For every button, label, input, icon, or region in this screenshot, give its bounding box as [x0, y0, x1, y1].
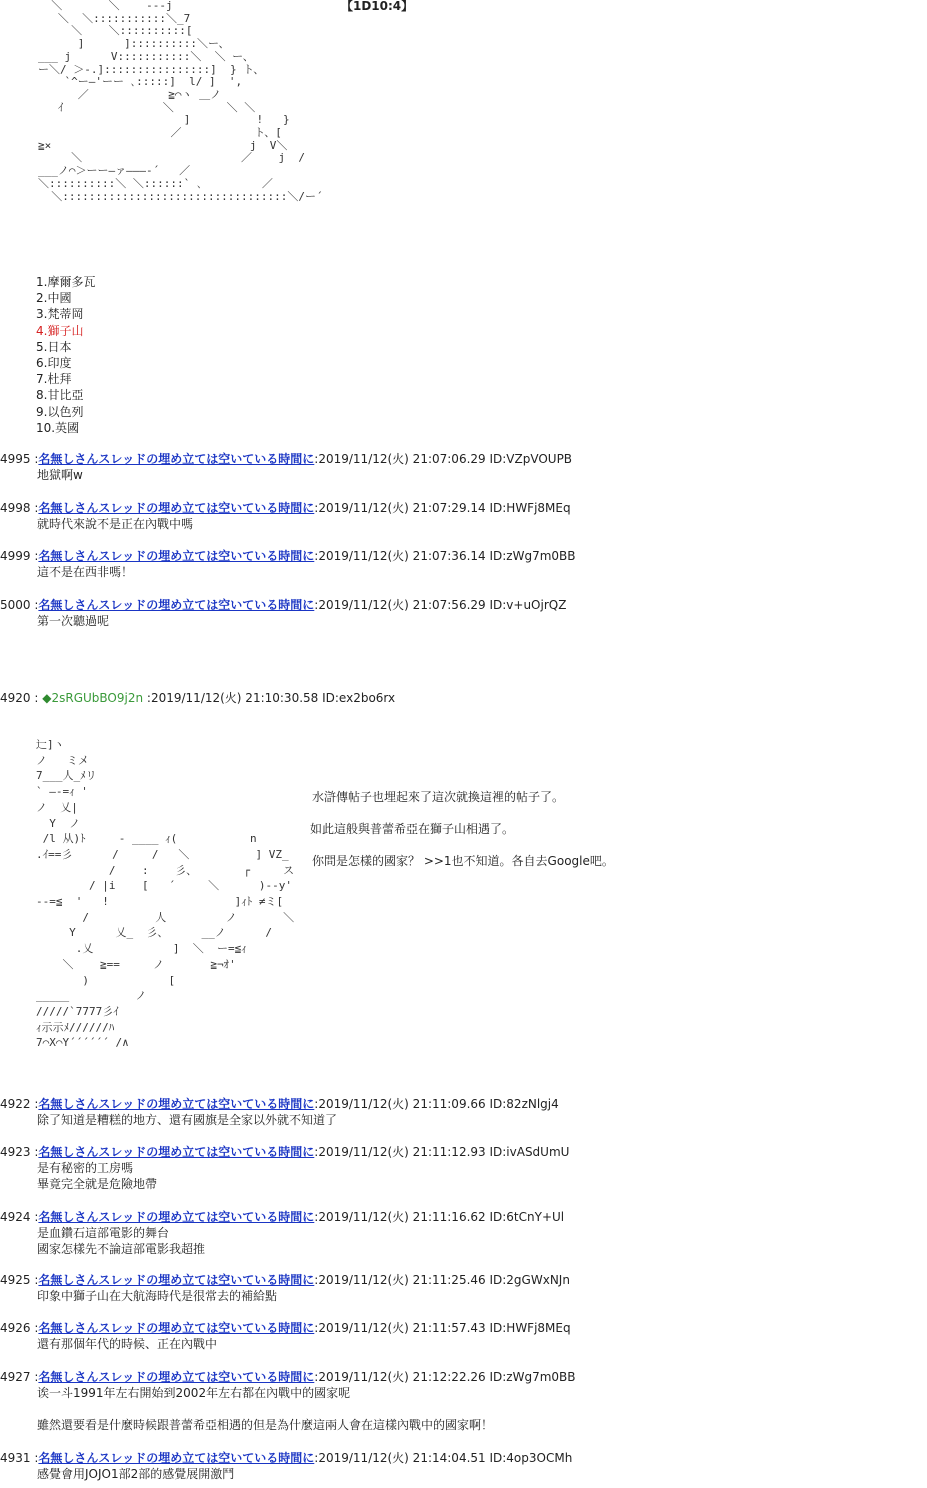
post-meta: :2019/11/12(火) 21:11:09.66 ID:82zNlgj4: [314, 1097, 559, 1111]
poster-name-link[interactable]: 名無しさんスレッドの埋め立ては空いている時間に: [38, 1145, 315, 1159]
reply-post: [0, 1096, 900, 1128]
country-list-item: 9.以色列: [36, 404, 84, 419]
ascii-art-line: ／ ト、[: [38, 126, 282, 140]
poster-name-link[interactable]: 名無しさんスレッドの埋め立ては空いている時間に: [38, 1097, 315, 1111]
post-meta: :2019/11/12(火) 21:07:06.29 ID:VZpVOUPB: [314, 452, 573, 466]
ascii-art-line: / 人 ノ ＼: [36, 910, 295, 924]
poster-name-link[interactable]: 名無しさんスレッドの埋め立ては空いている時間に: [38, 549, 315, 563]
op-post: [0, 690, 900, 706]
ascii-art-line: 7⌒X⌒Y´´´´´´ /∧: [36, 1036, 129, 1050]
ascii-art-line: 7___人_ﾒリ: [36, 769, 97, 783]
story-line: 水滸傳帖子也埋起來了這次就換這裡的帖子了。: [312, 790, 565, 804]
ascii-art-line: --=≦ ' ! ]ｨﾄ ≠ミ[: [36, 895, 284, 909]
ascii-art-middle: [36, 737, 294, 1051]
ascii-art-line: /////`7777彡ｲ: [36, 1004, 119, 1018]
ascii-art-line: ノ 乂|: [36, 800, 78, 814]
post-number: 4926 :: [0, 1321, 39, 1335]
country-list-item: 2.中國: [36, 291, 72, 306]
ascii-art-line: ___ j V:::::::::::＼ ＼ ー、: [38, 49, 254, 63]
post-number: 4995 :: [0, 452, 39, 466]
ascii-art-line: 辷]ヽ: [36, 738, 65, 751]
post-number: 4920: [0, 691, 31, 705]
poster-name-link[interactable]: 名無しさんスレッドの埋め立ては空いている時間に: [38, 598, 315, 612]
post-meta: :2019/11/12(火) 21:07:56.29 ID:v+uOjrQZ: [314, 598, 567, 612]
post-body: 這不是在西非嗎！: [37, 565, 134, 579]
reply-post: [0, 1450, 900, 1482]
ascii-art-line: Y ノ: [36, 816, 81, 830]
ascii-art-line: ] ! }: [38, 113, 290, 127]
ascii-art-line: ＼ ＼ ---j: [38, 0, 173, 12]
ascii-art-line: ___ノ⌒＞ーー―ァ―――‐´ ／: [38, 164, 191, 178]
reply-post: [0, 1272, 900, 1304]
post-meta: :2019/11/12(火) 21:11:57.43 ID:HWFj8MEq: [314, 1321, 571, 1335]
post-body: 印象中獅子山在大航海時代是很常去的補給點: [37, 1289, 278, 1303]
ascii-art-line: .ｲ==彡 / / ＼ ] VZ_: [36, 847, 289, 861]
reply-post: [0, 500, 900, 532]
trip-diamond-icon: ◆: [42, 691, 52, 705]
ascii-art-line: ＼ ／ j /: [38, 151, 306, 165]
ascii-art-line: ＼ ＼::::::::::[: [38, 24, 193, 38]
post-number: 4998 :: [0, 501, 39, 515]
ascii-art-line: ＼::::::::::::::::::::::::::::::::::＼/ー´: [38, 189, 323, 203]
poster-name-link[interactable]: 名無しさんスレッドの埋め立ては空いている時間に: [38, 501, 315, 515]
post-separator: :: [34, 691, 39, 705]
ascii-art-line: / |i [ ´ ＼ )--y': [36, 879, 293, 893]
post-meta: :2019/11/12(火) 21:11:12.93 ID:ivASdUmU: [314, 1145, 570, 1159]
reply-post: [0, 1369, 900, 1433]
post-number: 4931 :: [0, 1451, 39, 1465]
story-line: 如此這般與普蕾希亞在獅子山相遇了。: [310, 822, 515, 836]
ascii-art-line: / : 彡、 ┌ ス: [36, 863, 295, 877]
ascii-art-line: ≧× j V＼: [38, 138, 288, 152]
ascii-art-line: ＼::::::::::＼ ＼::::::` ､ ／: [38, 176, 273, 190]
post-number: 4925 :: [0, 1273, 39, 1287]
post-meta: :2019/11/12(火) 21:07:36.14 ID:zWg7m0BB: [314, 549, 576, 563]
ascii-art-line: ー＼/ ＞-.]::::::::::::::::] } ト、: [38, 62, 265, 76]
poster-name-link[interactable]: 名無しさんスレッドの埋め立ては空いている時間に: [38, 1273, 315, 1287]
post-body: 還有那個年代的時候、正在內戰中: [37, 1337, 218, 1351]
reply-post: [0, 1320, 900, 1352]
ascii-art-line: ノ ミメ: [36, 753, 89, 767]
ascii-art-line: _____ ノ: [36, 989, 147, 1003]
country-list-item: 7.杜拜: [36, 372, 72, 387]
reply-post: [0, 1144, 900, 1192]
post-number: 4999 :: [0, 549, 39, 563]
country-list-item: 4.獅子山: [36, 323, 84, 338]
ascii-art-line: ＼ ＼:::::::::::＼_7: [38, 11, 191, 25]
ascii-art-line: ／ ≧⌒ヽ ＿ノ: [38, 87, 222, 101]
post-meta: :2019/11/12(火) 21:10:30.58 ID:ex2bo6rx: [146, 691, 396, 705]
poster-name-link[interactable]: 名無しさんスレッドの埋め立ては空いている時間に: [38, 1210, 315, 1224]
poster-name-link[interactable]: 名無しさんスレッドの埋め立ては空いている時間に: [38, 1451, 315, 1465]
op-tripcode[interactable]: 2sRGUbBO9j2n: [51, 691, 144, 705]
post-body: 诶一斗1991年左右開始到2002年左右都在內戰中的國家呢 雖然還要看是什麼時候跟普蕾希亞相遇的但是為什麼這兩人會在這樣內戰中的國家啊！: [37, 1386, 494, 1432]
post-body: 地獄啊w: [37, 468, 83, 482]
ascii-art-line: ` ―-=ｨ ': [36, 785, 88, 799]
reply-post: [0, 1209, 900, 1257]
ascii-art-line: ＼ ≧== ノ ≧¬ｵ': [36, 957, 236, 971]
post-body: 就時代來說不是正在內戰中嗎: [37, 517, 194, 531]
page-title: 【1D10:4】: [341, 0, 414, 13]
story-line: 你問是怎樣的國家？ >>1也不知道。各自去Google吧。: [312, 854, 614, 868]
country-list-item: 6.印度: [36, 355, 72, 370]
post-number: 4927 :: [0, 1370, 39, 1384]
post-number: 5000 :: [0, 598, 39, 612]
reply-post: [0, 548, 900, 580]
country-list-item: 5.日本: [36, 339, 72, 354]
reply-post: [0, 597, 900, 629]
post-body: 第一次聽過呢: [37, 614, 110, 628]
post-number: 4923 :: [0, 1145, 39, 1159]
post-body: 是血鑽石這部電影的舞台 國家怎樣先不論這部電影我超推: [37, 1226, 206, 1256]
post-meta: :2019/11/12(火) 21:11:16.62 ID:6tCnY+Ul: [314, 1210, 565, 1224]
ascii-art-line: Y 乂_ 彡、 __ノ /: [36, 926, 273, 940]
ascii-art-line: .乂 ] ＼ ー=≦ｨ: [36, 942, 247, 956]
ascii-art-line: /l 从)ﾄ - ____ ｨ( n: [36, 832, 257, 846]
poster-name-link[interactable]: 名無しさんスレッドの埋め立ては空いている時間に: [38, 452, 315, 466]
ascii-art-top: [38, 0, 323, 203]
ascii-art-line: ｨ示示ﾒ//////ﾊ: [36, 1020, 115, 1034]
country-list-item: 8.甘比亞: [36, 388, 84, 403]
post-number: 4924 :: [0, 1210, 39, 1224]
country-list: [36, 274, 95, 436]
post-body: 感覺會用JOJO1部2部的感覺展開激鬥: [37, 1467, 235, 1481]
country-list-item: 1.摩爾多瓦: [36, 275, 96, 289]
post-body: 是有秘密的工房嗎 畢竟完全就是危險地帶: [37, 1161, 158, 1191]
country-list-item: 3.梵蒂岡: [36, 307, 84, 322]
post-meta: :2019/11/12(火) 21:07:29.14 ID:HWFj8MEq: [314, 501, 571, 515]
poster-name-link[interactable]: 名無しさんスレッドの埋め立ては空いている時間に: [38, 1370, 315, 1384]
poster-name-link[interactable]: 名無しさんスレッドの埋め立ては空いている時間に: [38, 1321, 315, 1335]
ascii-art-line: ｲ ＼ ＼ ＼: [38, 100, 256, 114]
country-list-item: 10.英國: [36, 420, 80, 435]
reply-post: [0, 451, 900, 483]
post-number: 4922 :: [0, 1097, 39, 1111]
post-body: 除了知道是糟糕的地方、還有國旗是全家以外就不知道了: [37, 1113, 338, 1127]
post-meta: :2019/11/12(火) 21:14:04.51 ID:4op3OCMh: [314, 1451, 573, 1465]
ascii-art-line: `^ー―'ーー ､:::::] l/ ] ',: [38, 75, 243, 89]
post-meta: :2019/11/12(火) 21:12:22.26 ID:zWg7m0BB: [314, 1370, 576, 1384]
ascii-art-line: ] ]::::::::::＼ー、: [38, 37, 230, 51]
post-meta: :2019/11/12(火) 21:11:25.46 ID:2gGWxNJn: [314, 1273, 570, 1287]
ascii-art-line: ) [: [36, 973, 176, 987]
